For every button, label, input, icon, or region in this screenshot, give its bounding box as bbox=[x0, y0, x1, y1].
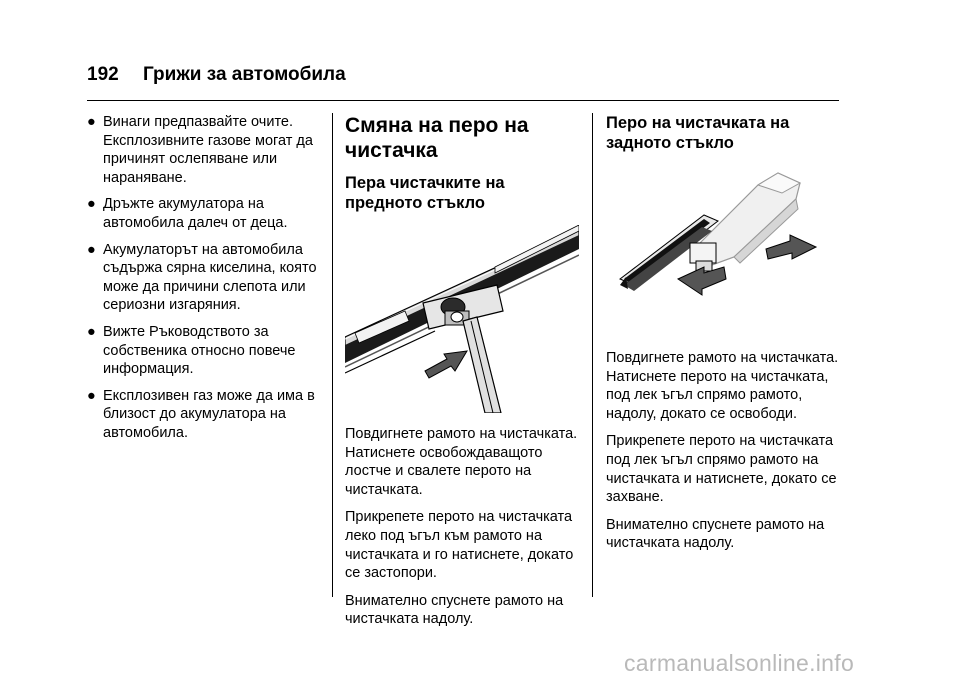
list-item bbox=[87, 195, 319, 232]
bullet-icon: ● bbox=[87, 114, 96, 130]
wiper-arm bbox=[463, 317, 501, 413]
watermark: carmanualsonline.info bbox=[624, 650, 855, 676]
slide-arrow-icon bbox=[766, 235, 816, 259]
column-divider bbox=[592, 113, 593, 597]
front-wiper-section bbox=[345, 113, 581, 638]
list-item bbox=[87, 113, 319, 187]
bullet-icon: ● bbox=[87, 387, 96, 404]
release-arrow-icon bbox=[425, 351, 467, 378]
list-item bbox=[87, 323, 319, 379]
section-heading: Смяна на перо на чистачка bbox=[345, 114, 529, 162]
bullet-text: Експлозивен газ може да има в близост до акумулатора на автомобила. bbox=[103, 387, 315, 441]
bullet-text: Акумулаторът на автомобила съдържа сярна киселина, която може да причини слепота или сериозни изгаряния. bbox=[103, 241, 317, 314]
bullet-icon: ● bbox=[87, 196, 96, 213]
paragraph: Повдигнете рамото на чистачката. Натиснете освобождаващото лостче и свалете перото на чистачката. bbox=[345, 426, 578, 498]
push-arrow-icon bbox=[678, 267, 726, 295]
page-number: 192 bbox=[87, 64, 119, 85]
bullet-text: Винаги предпазвайте очите. Експлозивните газове могат да причинят ослепяване или нараняване. bbox=[103, 114, 313, 186]
paragraph: Повдигнете рамото на чистачката. Натиснете перото на чистачката, под лек ъгъл спрямо рамото, надолу, докато се освободи. bbox=[606, 350, 839, 422]
blade-clip bbox=[690, 243, 716, 271]
page-header bbox=[87, 64, 839, 101]
front-wiper-illustration bbox=[345, 225, 579, 413]
bullet-icon: ● bbox=[87, 323, 96, 340]
paragraph: Прикрепете перото на чистачката под лек ъгъл спрямо рамото на чистачката и натиснете, докато се захване. bbox=[606, 433, 837, 506]
list-item bbox=[87, 241, 319, 315]
section-heading: Перо на чистачката на задното стъкло bbox=[606, 114, 790, 152]
rear-wiper-illustration bbox=[606, 165, 842, 337]
warning-list bbox=[87, 113, 319, 451]
paragraph: Внимателно спуснете рамото на чистачката надолу. bbox=[345, 592, 564, 628]
rear-wiper-section bbox=[606, 113, 842, 562]
bullet-text: Вижте Ръководството за собственика относно повече информация. bbox=[103, 323, 296, 378]
paragraph: Внимателно спуснете рамото на чистачката надолу. bbox=[606, 516, 825, 552]
subsection-heading: Пера чистачките на предното стъкло bbox=[345, 174, 505, 212]
list-item bbox=[87, 387, 319, 443]
column-divider bbox=[332, 113, 333, 597]
paragraph: Прикрепете перото на чистачката леко под ъгъл към рамото на чистачката и го натиснете, докато се застопори. bbox=[345, 509, 574, 582]
section-title: Грижи за автомобила bbox=[143, 64, 346, 85]
bullet-text: Дръжте акумулатора на автомобила далеч от деца. bbox=[103, 196, 288, 231]
bullet-icon: ● bbox=[87, 241, 96, 258]
